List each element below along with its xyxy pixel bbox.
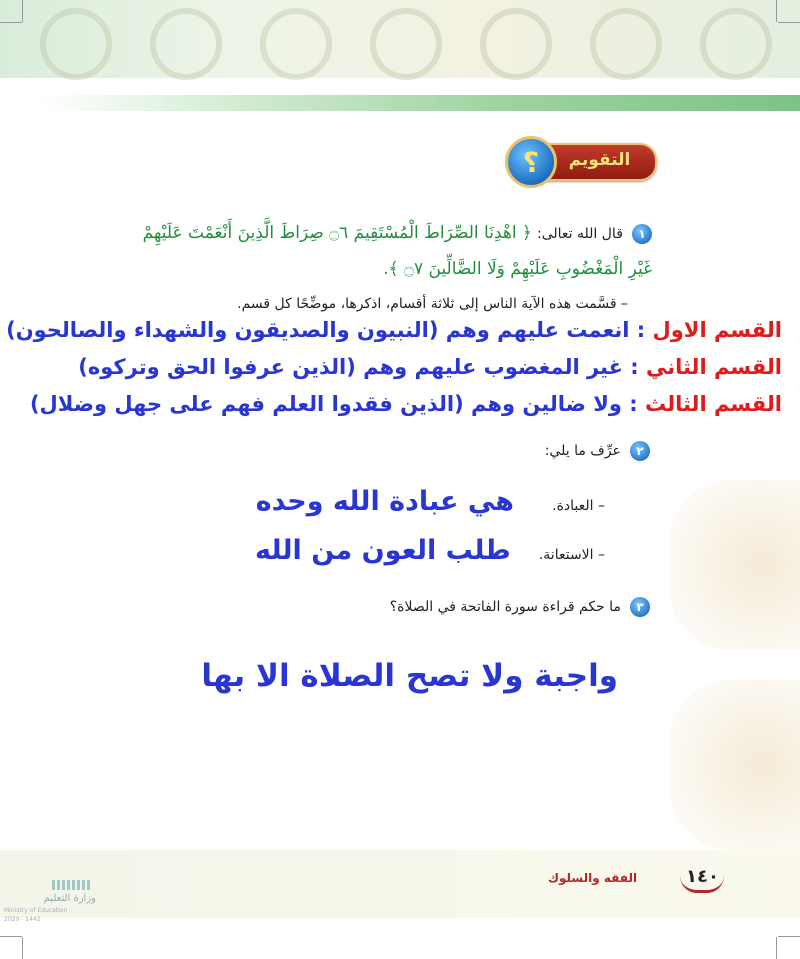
side-ornament: [670, 680, 800, 850]
crop-mark: [0, 22, 22, 23]
header-ornament-band: [0, 0, 800, 78]
question-2-prompt: عرِّف ما يلي:: [544, 443, 621, 459]
ministry-logo-year: 2020 - 1442: [4, 916, 41, 923]
question-1-line: [143, 222, 652, 244]
question-3-line: [390, 596, 650, 617]
question-number-badge: ٣: [630, 597, 650, 617]
definition-row: [255, 535, 605, 566]
question-2-line: [545, 440, 650, 461]
answer-line-2: [78, 355, 782, 379]
answer-text: : ولا ضالين وهم (الذين فقدوا العلم فهم على جهل وضلال): [29, 392, 645, 416]
quran-verse-line-1: ﴿ اهْدِنَا الصِّرَاطَ الْمُسْتَقِيمَ ۝٦ صِرَاطَ الَّذِينَ أَنْعَمْتَ عَلَيْهِمْ: [142, 223, 532, 243]
answer-line-1: [6, 318, 782, 342]
answer-label: القسم الاول: [652, 318, 782, 342]
header-green-bar: [40, 95, 800, 111]
answer-text: : غير المغضوب عليهم وهم (الذين عرفوا الحق وتركوه): [78, 355, 646, 379]
page-number: ١٤٠: [686, 866, 719, 887]
crop-mark: [776, 937, 777, 959]
definition-answer: طلب العون من الله: [255, 535, 511, 566]
ornament-icon: [700, 8, 772, 80]
footer-band: [0, 850, 800, 918]
crop-mark: [778, 936, 800, 937]
definition-term: – الاستعانة.: [538, 547, 605, 563]
crop-mark: [22, 0, 23, 22]
ministry-logo-text: وزارة التعليم: [43, 893, 96, 904]
crop-mark: [776, 0, 777, 22]
definition-term: – العبادة.: [552, 498, 605, 514]
answer-text: : انعمت عليهم وهم (النبيون والصديقون والشهداء والصالحون): [6, 318, 653, 342]
ornament-icon: [590, 8, 662, 80]
ornament-icon: [480, 8, 552, 80]
quran-verse-line-2: غَيْرِ الْمَغْضُوبِ عَلَيْهِمْ وَلَا الضَّالِّينَ ۝٧ ﴾.: [383, 259, 652, 279]
ornament-icon: [40, 8, 112, 80]
question-1-prompt: – قسَّمت هذه الآية الناس إلى ثلاثة أقسام، اذكرها، موضِّحًا كل قسم.: [237, 296, 628, 312]
side-ornament: [670, 480, 800, 650]
book-title: الفقه والسلوك: [548, 871, 638, 885]
question-number-badge: ٢: [630, 441, 650, 461]
question-mark-icon: ؟: [505, 136, 557, 188]
ornament-icon: [370, 8, 442, 80]
evaluation-title: التقويم: [568, 150, 631, 170]
question-3-answer: واجبة ولا تصح الصلاة الا بها: [201, 658, 618, 694]
question-1-intro: قال الله تعالى:: [537, 226, 623, 242]
definition-row: [256, 486, 605, 517]
crop-mark: [22, 937, 23, 959]
definition-answer: هي عبادة الله وحده: [255, 486, 514, 517]
question-number-badge: ١: [632, 224, 652, 244]
ornament-icon: [150, 8, 222, 80]
answer-line-3: [30, 392, 782, 416]
question-3-prompt: ما حكم قراءة سورة الفاتحة في الصلاة؟: [389, 599, 621, 615]
ornament-icon: [260, 8, 332, 80]
answer-label: القسم الثاني: [645, 355, 782, 379]
crop-mark: [0, 936, 22, 937]
crop-mark: [778, 22, 800, 23]
ministry-logo-subtitle: Ministry of Education: [4, 907, 68, 914]
ministry-logo-icon: [52, 880, 92, 890]
answer-label: القسم الثالث: [644, 392, 782, 416]
